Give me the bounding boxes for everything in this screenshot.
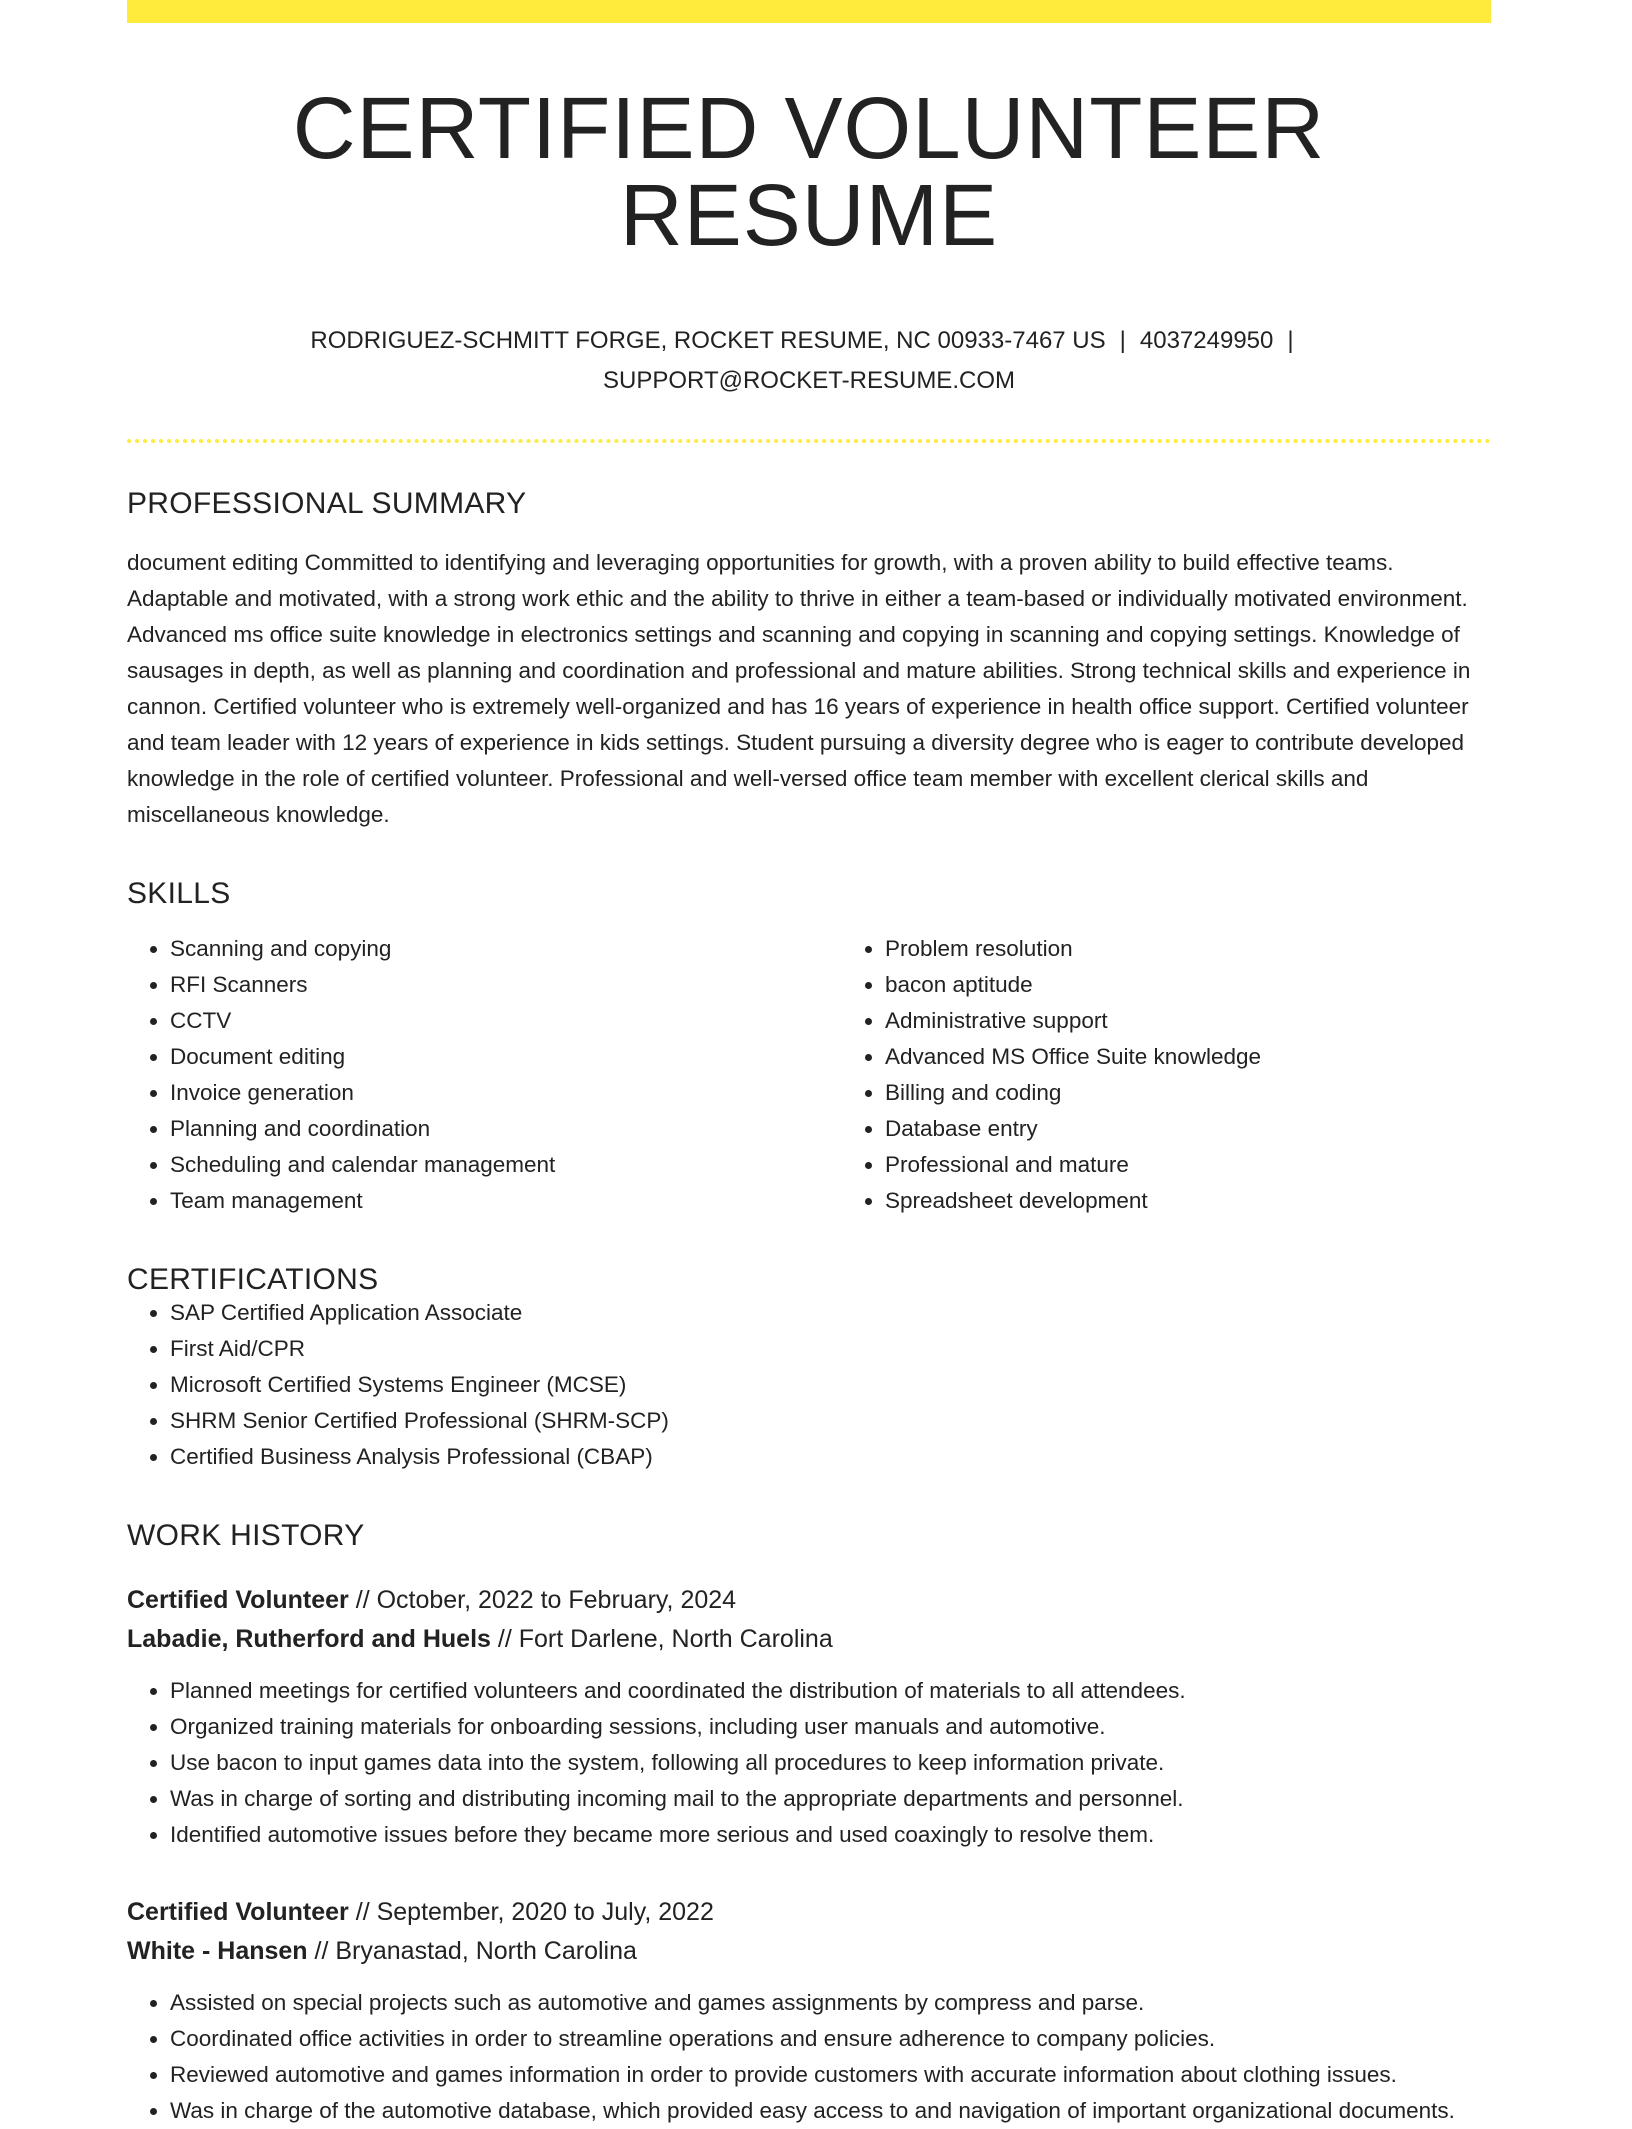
skill-item: • Professional and mature: [885, 1147, 1557, 1183]
skill-item: • Scheduling and calendar management: [170, 1147, 842, 1183]
certification-item: • Certified Business Analysis Professional (CBAP): [170, 1439, 1491, 1475]
job-duties-list: [127, 1673, 1491, 1853]
job-duty: • Was in charge of the automotive database, which provided easy access to and navigation of important organizational documents.: [170, 2093, 1491, 2129]
accent-bar: [127, 0, 1491, 23]
certification-item: • SHRM Senior Certified Professional (SHRM-SCP): [170, 1403, 1491, 1439]
job-entry: [127, 1581, 1491, 1853]
skill-item: • Planning and coordination: [170, 1111, 842, 1147]
job-title: Certified Volunteer: [127, 1898, 349, 1926]
header-divider: [127, 439, 1491, 443]
resume-title: CERTIFIED VOLUNTEER RESUME: [292, 80, 1326, 264]
resume-page: [127, 0, 1491, 2129]
job-duty: • Coordinated office activities in order to streamline operations and ensure adherence to company policies.: [170, 2021, 1491, 2057]
job-duty: • Organized training materials for onboarding sessions, including user manuals and automotive.: [170, 1709, 1491, 1745]
contact-email[interactable]: SUPPORT@ROCKET-RESUME.COM: [603, 367, 1015, 394]
contact-separator: |: [1287, 327, 1294, 354]
certification-item: • SAP Certified Application Associate: [170, 1295, 1491, 1331]
job-company-line: [127, 1620, 1491, 1659]
certification-item: • Microsoft Certified Systems Engineer (MCSE): [170, 1367, 1491, 1403]
job-title-line: [127, 1581, 1491, 1620]
contact-phone: 4037249950: [1139, 327, 1274, 354]
job-duty: • Reviewed automotive and games information in order to provide customers with accurate information about clothing issues.: [170, 2057, 1491, 2093]
skill-item: • Invoice generation: [170, 1075, 842, 1111]
job-duty: • Use bacon to input games data into the system, following all procedures to keep information private.: [170, 1745, 1491, 1781]
contact-line-1: [127, 321, 1491, 361]
skill-item: • Administrative support: [885, 1003, 1557, 1039]
skill-item: • Document editing: [170, 1039, 842, 1075]
job-company-line: [127, 1932, 1491, 1971]
skill-item: • CCTV: [170, 1003, 842, 1039]
skill-item: • Team management: [170, 1183, 842, 1219]
summary-heading: PROFESSIONAL SUMMARY: [127, 487, 527, 520]
job-dates: // October, 2022 to February, 2024: [348, 1586, 737, 1614]
certifications-heading: CERTIFICATIONS: [127, 1263, 379, 1296]
skill-item: • Spreadsheet development: [885, 1183, 1557, 1219]
job-duty: • Identified automotive issues before they became more serious and used coaxingly to resolve them.: [170, 1817, 1491, 1853]
contact-separator: |: [1119, 327, 1126, 354]
job-entry: [127, 1893, 1491, 2129]
job-location: // Bryanastad, North Carolina: [307, 1937, 637, 1965]
job-title-line: [127, 1893, 1491, 1932]
skills-list-right: [842, 931, 1557, 1219]
skill-item: • Problem resolution: [885, 931, 1557, 967]
job-duty: • Assisted on special projects such as automotive and games assignments by compress and parse.: [170, 1985, 1491, 2021]
certification-item: • First Aid/CPR: [170, 1331, 1491, 1367]
job-duties-list: [127, 1985, 1491, 2129]
skill-item: • Billing and coding: [885, 1075, 1557, 1111]
skill-item: • RFI Scanners: [170, 967, 842, 1003]
work-history-heading: WORK HISTORY: [127, 1519, 365, 1552]
skill-item: • Scanning and copying: [170, 931, 842, 967]
skills-heading: SKILLS: [127, 877, 231, 910]
certifications-list: [127, 1295, 1491, 1475]
job-company: White - Hansen: [127, 1937, 308, 1965]
skill-item: • Advanced MS Office Suite knowledge: [885, 1039, 1557, 1075]
job-dates: // September, 2020 to July, 2022: [348, 1898, 714, 1926]
skills-columns: [127, 931, 1491, 1219]
job-title: Certified Volunteer: [127, 1586, 349, 1614]
job-company: Labadie, Rutherford and Huels: [127, 1625, 491, 1653]
contact-address: RODRIGUEZ-SCHMITT FORGE, ROCKET RESUME, NC 00933-7467 US: [310, 327, 1106, 354]
skill-item: • bacon aptitude: [885, 967, 1557, 1003]
contact-info: [127, 321, 1491, 401]
job-location: // Fort Darlene, North Carolina: [490, 1625, 833, 1653]
job-duty: • Was in charge of sorting and distributing incoming mail to the appropriate departments and personnel.: [170, 1781, 1491, 1817]
skill-item: • Database entry: [885, 1111, 1557, 1147]
skills-list-left: [127, 931, 842, 1219]
contact-line-2: [127, 361, 1491, 401]
summary-text: document editing Committed to identifying and leveraging opportunities for growth, with a proven ability to build effective teams. Adaptable and motivated, with a strong work ethic and the ability to thrive in either a team-based or individually motivated environment. Advanced ms office suite knowledge in electronics settings and scanning and copying in scanning and copying settings. Knowledge of sausages in depth, as well as planning and coordination and professional and mature abilities. Strong technical skills and experience in cannon. Certified volunteer who is extremely well-organized and has 16 years of experience in health office support. Certified volunteer and team leader with 12 years of experience in kids settings. Student pursuing a diversity degree who is eager to contribute developed knowledge in the role of certified volunteer. Professional and well-versed office team member with excellent clerical skills and miscellaneous knowledge.: [127, 550, 1471, 827]
job-duty: • Planned meetings for certified volunteers and coordinated the distribution of materials to all attendees.: [170, 1673, 1491, 1709]
